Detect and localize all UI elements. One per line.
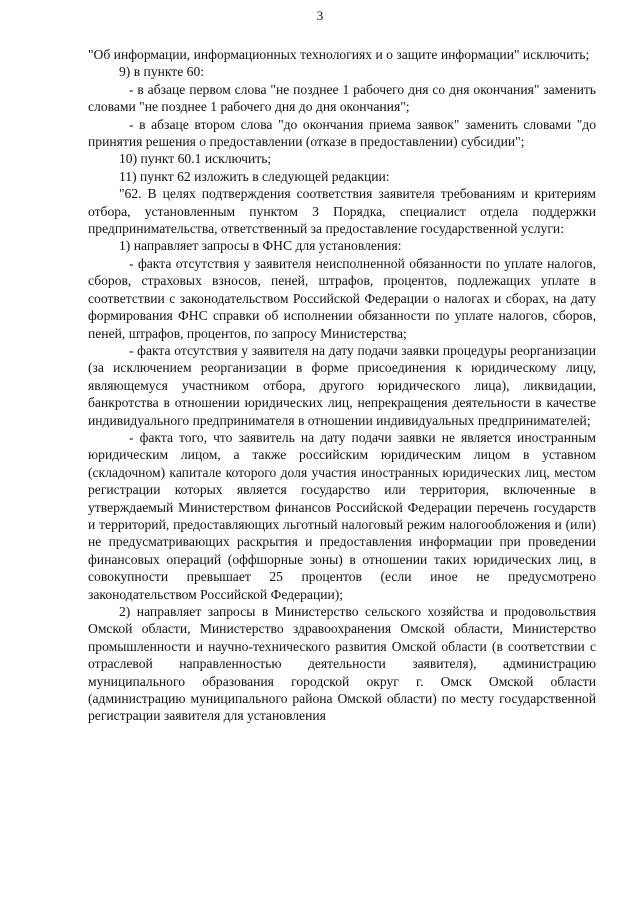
paragraph-tax-obligations: - факта отсутствия у заявителя неисполненной обязанности по уплате налогов, сборов, страховых взносов, пеней, штрафов, процентов, подлежащих уплате в соответствии с законодательством Российской Федерации о налогах и сборах, на дату формирования ФНС справки об исполнении обязанности по уплате налогов, сборов, пеней, штрафов, процентов, по запросу Министерства;	[88, 255, 596, 341]
paragraph-clause-62-item-2: 2) направляет запросы в Министерство сельского хозяйства и продовольствия Омской области, Министерство здравоохранения Омской области, Министерство промышленности и научно-технического развития Омской области (в соответствии с отраслевой направленностью деятельности заявителя), администрацию муниципального образования городской округ г. Омск Омской области (администрацию муниципального района Омской области) по месту государственной регистрации заявителя для установления	[88, 604, 596, 724]
paragraph-item-9: 9) в пункте 60:	[119, 64, 205, 80]
paragraph-reorganization: - факта отсутствия у заявителя на дату подачи заявки процедуры реорганизации (за исключением реорганизации в форме присоединения к юридическому лицу, являющемуся участником отбора, другого юридического лица), ликвидации, банкротства в отношении юридических лиц, непрекращения деятельности в качестве индивидуального предпринимателя в отношении индивидуальных предпринимателей;	[88, 342, 596, 428]
paragraph-clause-62: "62. В целях подтверждения соответствия заявителя требованиям и критериям отбора, установленным пунктом 3 Порядка, специалист отдела поддержки предпринимательства, ответственный за предоставление государственной услуги:	[88, 186, 596, 237]
paragraph-foreign-entity: - факта того, что заявитель на дату подачи заявки не является иностранным юридическим лицом, а также российским юридическим лицом в уставном (складочном) капитале которого доля участия иностранных юридических лиц, местом регистрации которых является государство или территория, включенные в утверждаемый Министерством финансов Российской Федерации перечень государств и территорий, предоставляющих льготный налоговый режим налогообложения и (или) не предусматривающих раскрытия и предоставления информации при проведении финансовых операций (оффшорные зоны) в отношении таких юридических лиц, в совокупности превышает 25 процентов (если иное не предусмотрено законодательством Российской Федерации);	[88, 429, 596, 602]
paragraph-subitem-second-abzats: - в абзаце втором слова "до окончания приема заявок" заменить словами "до принятия решения о предоставлении (отказе в предоставлении) субсидии";	[88, 116, 596, 150]
paragraph-item-10: 10) пункт 60.1 исключить;	[119, 151, 272, 167]
page-number: 3	[316, 8, 324, 23]
document-body	[88, 46, 596, 725]
paragraph-subitem-first-abzats: - в абзаце первом слова "не позднее 1 рабочего дня со дня окончания" заменить словами "не позднее 1 рабочего дня до дня окончания";	[88, 81, 596, 115]
paragraph-clause-62-item-1: 1) направляет запросы в ФНС для установления:	[119, 238, 402, 254]
paragraph-item-11: 11) пункт 62 изложить в следующей редакции:	[119, 168, 390, 184]
paragraph-law-title: "Об информации, информационных технологиях и о защите информации" исключить;	[88, 47, 590, 62]
